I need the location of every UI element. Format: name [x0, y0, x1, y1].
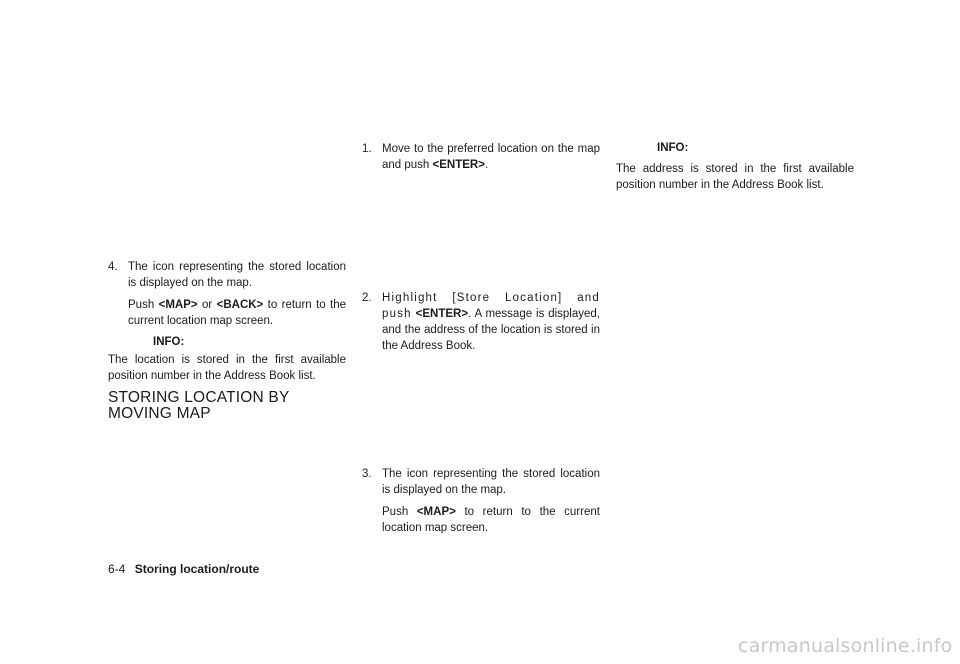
step-3-push-word: Push	[382, 506, 409, 518]
page-number: 6-4	[108, 562, 126, 576]
step-2-number: 2.	[362, 292, 372, 304]
page-footer	[108, 561, 259, 577]
left-column	[108, 259, 346, 329]
step-1-body: Move to the preferred location on the map and push	[382, 143, 600, 171]
step-2-body: Highlight [Store Location] and push	[382, 292, 600, 320]
step-1-number: 1.	[362, 143, 372, 155]
right-info-label: INFO:	[657, 142, 689, 154]
step-3-push-line	[382, 504, 600, 536]
step-4	[108, 259, 346, 329]
step-1-end: .	[484, 159, 489, 171]
left-info-label: INFO:	[153, 336, 185, 348]
step-2	[362, 290, 600, 354]
step-4-back-key: <BACK>	[216, 299, 264, 311]
step-3-number: 3.	[362, 468, 372, 480]
step-2-tail: . A message is displayed, and the address of the location is stored in the Address Book.	[382, 308, 600, 352]
section-heading: STORING LOCATION BY MOVING MAP	[108, 389, 290, 422]
step-3-map-key: <MAP>	[416, 506, 456, 518]
step-3-text: The icon representing the stored location is displayed on the map.	[382, 468, 600, 496]
step-4-text: The icon representing the stored location is displayed on the map.	[128, 261, 346, 289]
step-2-text	[362, 290, 600, 354]
step-1	[362, 141, 600, 173]
step-1-enter-key: <ENTER>	[432, 159, 485, 171]
step-3	[362, 466, 600, 536]
step-4-or-word: or	[202, 299, 213, 311]
step-4-tail: to return to the current location map screen.	[128, 299, 347, 327]
step-4-number: 4.	[108, 261, 118, 273]
step-4-map-key: <MAP>	[158, 299, 198, 311]
step-4-push-word: Push	[128, 299, 155, 311]
watermark-text: carmanualsonline.info	[738, 635, 953, 657]
footer-section-title: Storing location/route	[134, 562, 260, 576]
step-3-tail: to return to the current location map screen.	[382, 506, 600, 534]
right-info-text: The address is stored in the first available position number in the Address Book list.	[616, 163, 854, 191]
step-4-push-line	[128, 297, 346, 329]
step-1-text	[362, 141, 600, 173]
left-info-text: The location is stored in the first available position number in the Address Book list.	[108, 354, 346, 382]
step-2-enter-key: <ENTER>	[415, 308, 469, 320]
